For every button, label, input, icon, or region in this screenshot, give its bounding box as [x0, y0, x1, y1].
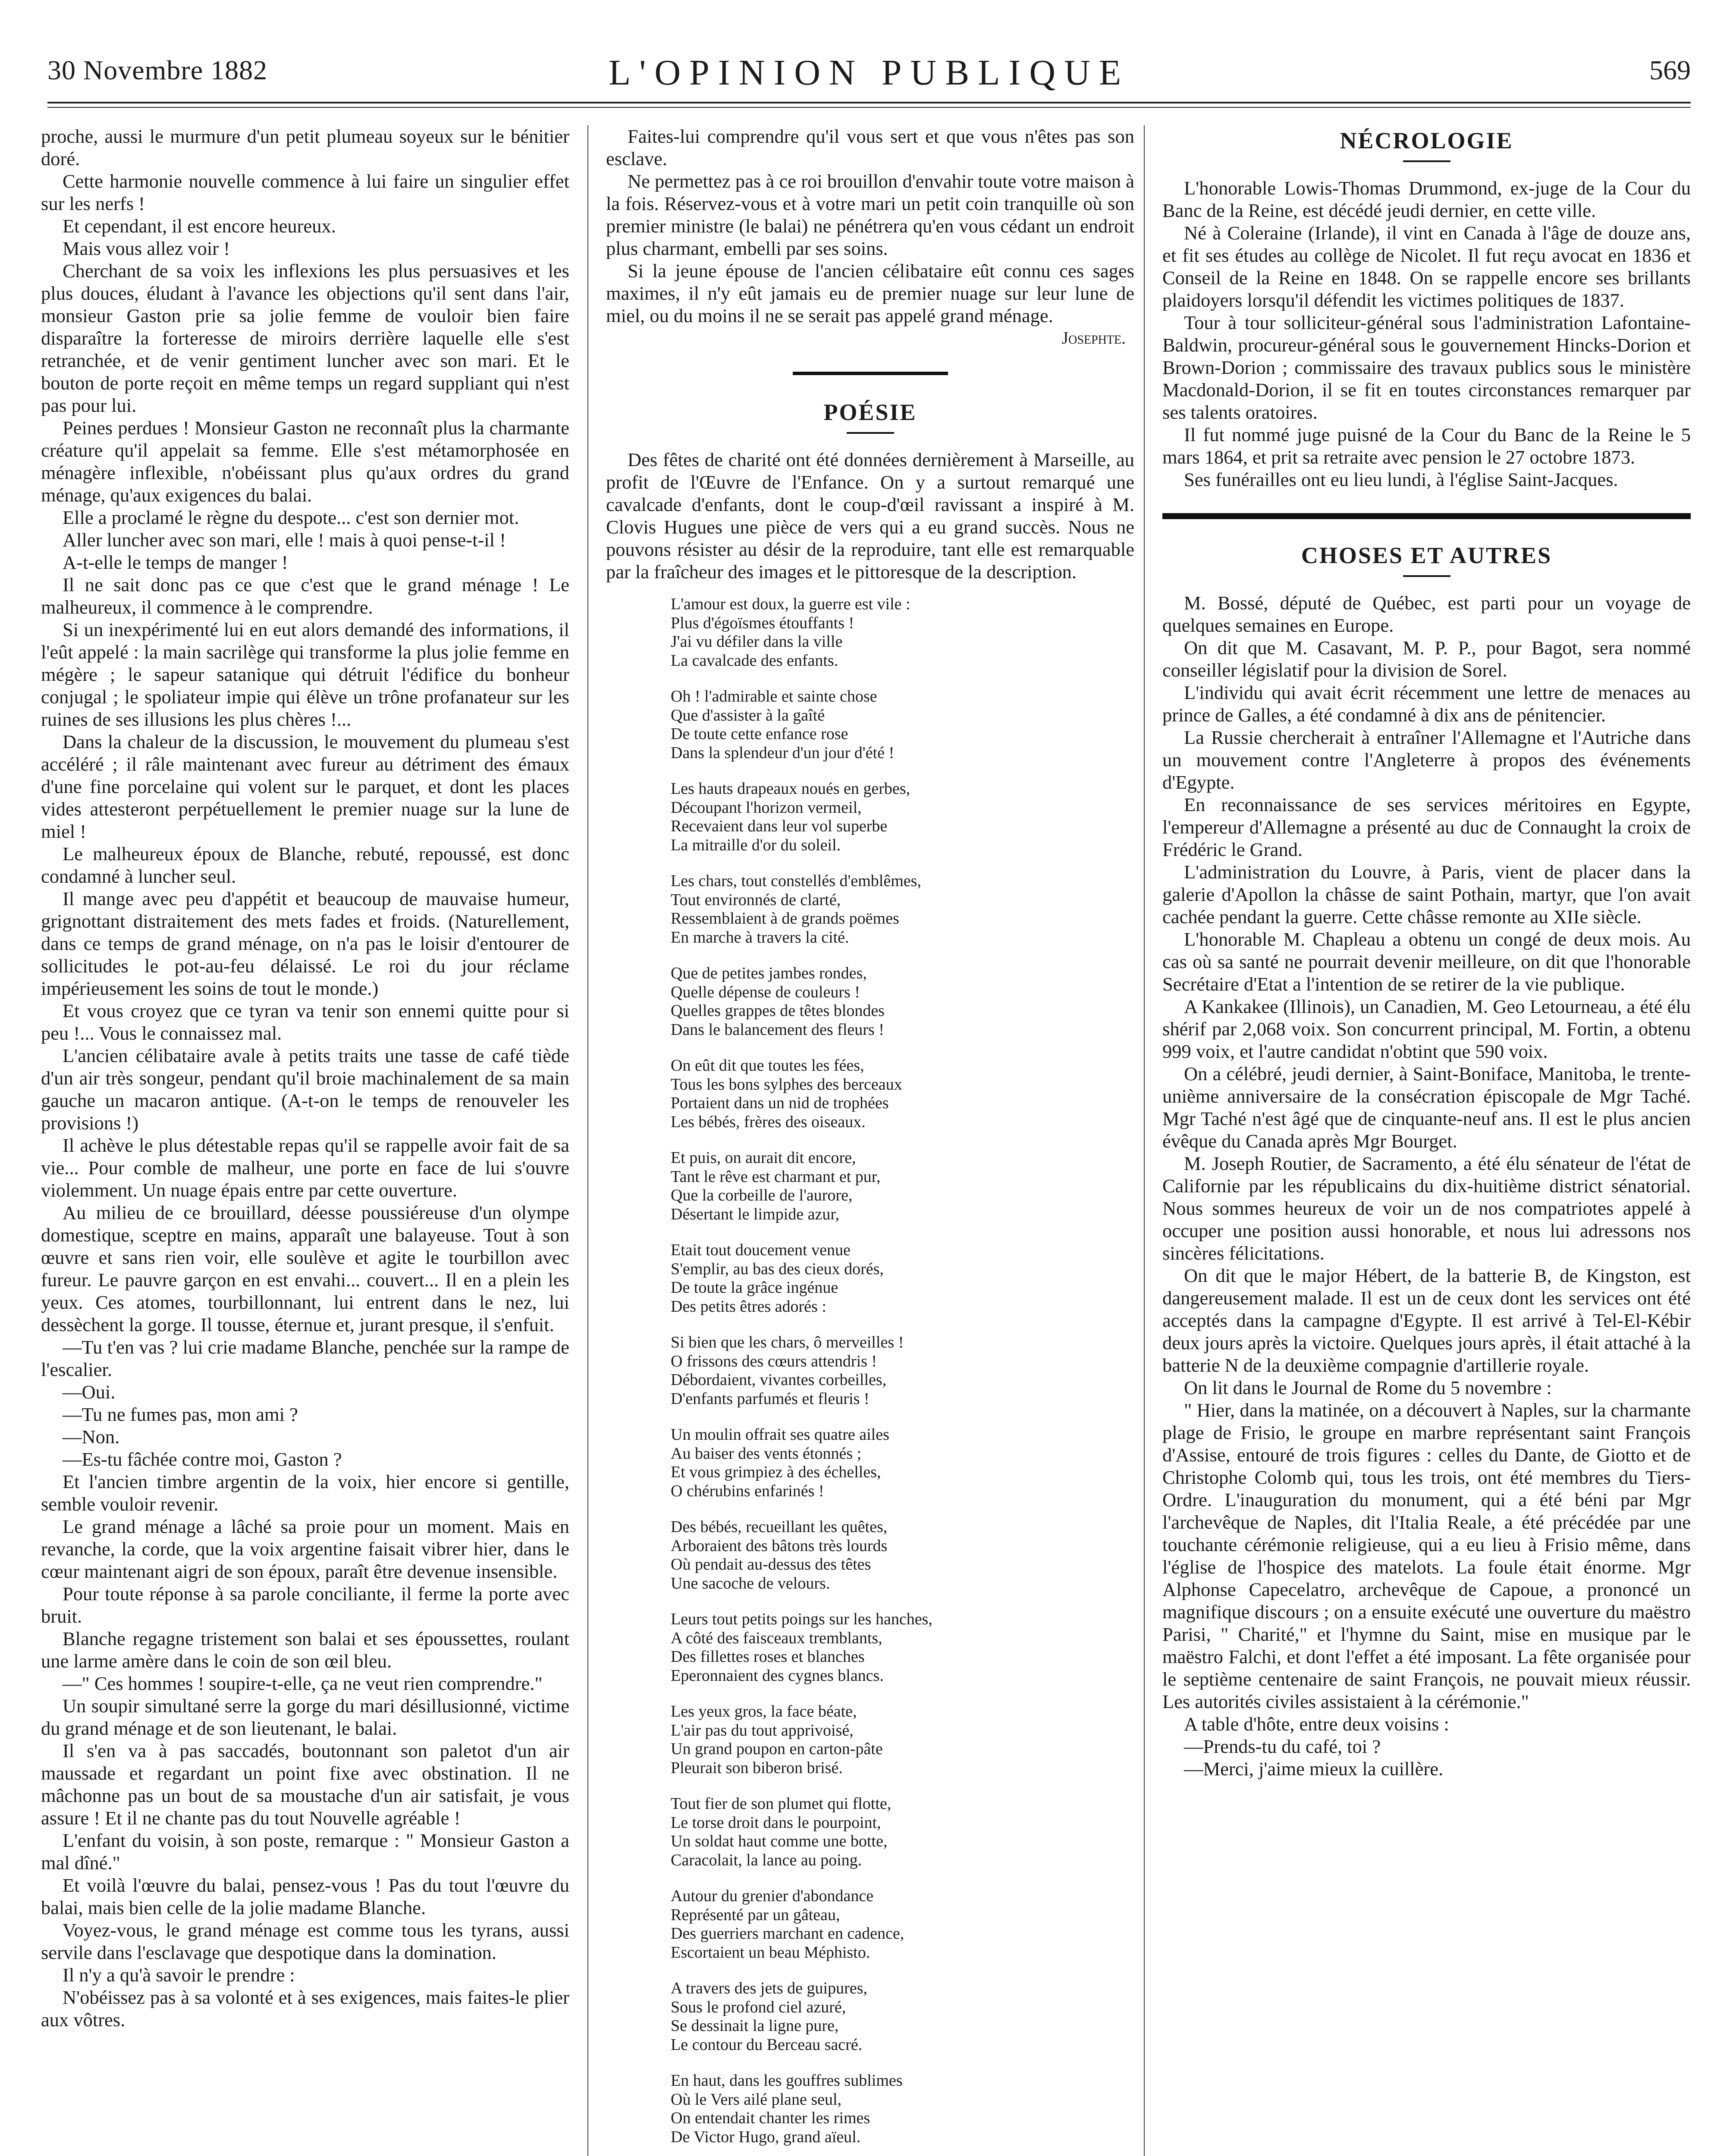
necrologie-paragraph: L'honorable Lowis-Thomas Drummond, ex-juge de la Cour du Banc de la Reine, est décédé jeudi dernier, en cette ville. [1162, 177, 1691, 221]
poem-stanza [671, 1887, 1134, 1962]
poem-line: Que de petites jambes rondes, [671, 964, 867, 982]
poem-stanza [671, 1795, 1134, 1870]
poem-line: Portaient dans un nid de trophées [671, 1094, 889, 1112]
article-paragraph: A-t-elle le temps de manger ! [63, 552, 288, 573]
news-item: On dit que M. Casavant, M. P. P., pour Bagot, sera nommé conseiller législatif pour la division de Sorel. [1162, 637, 1691, 681]
article-paragraph: Voyez-vous, le grand ménage est comme tous les tyrans, aussi servile dans l'esclavage que despotique dans la domination. [41, 1919, 569, 1963]
article-paragraph: —Oui. [63, 1381, 116, 1403]
poesie-heading: POÉSIE [823, 399, 917, 425]
poem-stanza [671, 1241, 1134, 1316]
poem-stanza [671, 780, 1134, 855]
poem-line: L'amour est doux, la guerre est vile : [671, 595, 910, 613]
poem-stanza [671, 1426, 1134, 1501]
poem-stanza [671, 964, 1134, 1039]
article-paragraph: Blanche regagne tristement son balai et ses époussettes, roulant une larme amère dans le coin de son œil bleu. [41, 1628, 569, 1672]
poem-line: Au baiser des vents étonnés ; [671, 1444, 862, 1463]
column-3 [1162, 125, 1691, 2156]
article-paragraph: Le grand ménage a lâché sa proie pour un moment. Mais en revanche, la corde, que la voix argentine faisait vibrer hier, dans le cœur maintenant aigri de son époux, paraît être devenue insensible. [41, 1516, 569, 1582]
article-paragraph: Il achève le plus détestable repas qu'il se rappelle avoir fait de sa vie... Pour comble de malheur, une porte en face de lui s'ouvre violemment. Un nuage épais entre par cette ouverture. [41, 1134, 569, 1201]
news-item: M. Bossé, député de Québec, est parti pour un voyage de quelques semaines en Europe. [1162, 592, 1691, 636]
poem-line: Dans la splendeur d'un jour d'été ! [671, 743, 895, 762]
poem-line: On eût dit que toutes les fées, [671, 1056, 864, 1075]
poem-line: Désertant le limpide azur, [671, 1205, 839, 1223]
heading-dash [1403, 575, 1450, 577]
poem-line: Des fillettes roses et blanches [671, 1648, 865, 1666]
poem-line: Les yeux gros, la face béate, [671, 1702, 857, 1720]
poem-line: De toute la grâce ingénue [671, 1279, 838, 1297]
poem-line: Des guerriers marchant en cadence, [671, 1924, 904, 1943]
poem-line: Le contour du Berceau sacré. [671, 2035, 863, 2054]
poem-stanza [671, 1518, 1134, 1593]
anecdote-line: —Merci, j'aime mieux la cuillère. [1184, 1758, 1444, 1780]
article-paragraph: Faites-lui comprendre qu'il vous sert et que vous n'êtes pas son esclave. [606, 125, 1134, 169]
poem-line: La cavalcade des enfants. [671, 651, 838, 670]
poem-line: Dans le balancement des fleurs ! [671, 1020, 884, 1039]
poem-line: Tant le rêve est charmant et pur, [671, 1167, 881, 1186]
poem-line: Quelles grappes de têtes blondes [671, 1002, 885, 1020]
poem-line: En haut, dans les gouffres sublimes [671, 2071, 903, 2090]
article-paragraph: —Non. [63, 1426, 120, 1448]
poem-line: Si bien que les chars, ô merveilles ! [671, 1333, 904, 1351]
necrologie-paragraph: Né à Coleraine (Irlande), il vint en Canada à l'âge de douze ans, et fit ses études au collège de Nicolet. Il fut reçu avocat en 1836 et Conseil de la Reine en 1848. On se rappelle encore ses brillants plaidoyers lorsqu'il défendit les victimes politiques de 1837. [1162, 222, 1691, 311]
poem-line: Eperonnaient des cygnes blancs. [671, 1666, 884, 1685]
article-paragraph: Mais vous allez voir ! [63, 238, 230, 259]
column-divider [587, 125, 588, 2156]
rome-intro: On lit dans le Journal de Rome du 5 novembre : [1184, 1377, 1552, 1398]
article-paragraph: Un soupir simultané serre la gorge du mari désillusionné, victime du grand ménage et de son lieutenant, le balai. [41, 1695, 569, 1739]
poem-stanza [671, 687, 1134, 762]
poem-line: Autour du grenier d'abondance [671, 1887, 874, 1905]
poem-line: Tout fier de son plumet qui flotte, [671, 1795, 892, 1813]
necrologie-section [1162, 177, 1691, 491]
article-paragraph: —Es-tu fâchée contre moi, Gaston ? [63, 1448, 342, 1470]
article-paragraph: Si la jeune épouse de l'ancien célibataire eût connu ces sages maximes, il n'y eût jamais eu de premier nuage sur leur lune de miel, ou du moins il ne se serait pas appelé grand ménage. [606, 260, 1134, 326]
poem-line: S'emplir, au bas des cieux dorés, [671, 1260, 884, 1278]
poem-line: Un soldat haut comme une botte, [671, 1832, 888, 1850]
poem-line: De Victor Hugo, grand aïeul. [671, 2128, 861, 2146]
poem-line: A travers des jets de guipures, [671, 1979, 867, 1997]
article-paragraph: L'ancien célibataire avale à petits traits une tasse de café tiède d'un air très songeur, pendant qu'il broie machinalement de sa main gauche un macaron antique. (A-t-on le temps de renouveler les provisions !) [41, 1045, 569, 1134]
poem-line: Débordaient, vivantes corbeilles, [671, 1371, 887, 1389]
necrologie-paragraph: Il fut nommé juge puisné de la Cour du Banc de la Reine le 5 mars 1864, et prit sa retraite avec pension le 27 octobre 1873. [1162, 424, 1691, 468]
poem-line: Les chars, tout constellés d'emblêmes, [671, 872, 921, 890]
section-separator [1162, 513, 1691, 519]
article-paragraph: Pour toute réponse à sa parole conciliante, il ferme la porte avec bruit. [41, 1583, 569, 1627]
poem-line: J'ai vu défiler dans la ville [671, 633, 843, 651]
poesie-intro: Des fêtes de charité ont été données dernièrement à Marseille, au profit de l'Œuvre de l'Enfance. On y a surtout remarqué une cavalcade d'enfants, dont le coup-d'œil ravissant a inspiré à M. Clovis Hugues une pièce de vers qui a eu grand succès. Nous ne pouvons résister au désir de la reproduire, tant elle est remarquable par la fraîcheur des images et le pittoresque de la description. [606, 449, 1134, 583]
poem-line: Recevaient dans leur vol superbe [671, 817, 888, 835]
necrologie-heading: NÉCROLOGIE [1340, 128, 1513, 154]
column-1-article [41, 125, 569, 2156]
poem [671, 595, 1134, 2156]
newspaper-title: L'OPINION PUBLIQUE [608, 53, 1130, 93]
poem-line: Escortaient un beau Méphisto. [671, 1943, 870, 1962]
article-paragraph: —" Ces hommes ! soupire-t-elle, ça ne veut rien comprendre." [63, 1673, 543, 1694]
poem-line: Où le Vers ailé plane seul, [671, 2090, 842, 2109]
poem-line: On entendait chanter les rimes [671, 2109, 870, 2127]
poem-line: A côté des faisceaux tremblants, [671, 1629, 882, 1647]
article-paragraph: Il mange avec peu d'appétit et beaucoup de mauvaise humeur, grignottant distraitement des mets fades et froids. (Naturellement, dans ce temps de grand ménage, on n'a pas le loisir d'entourer de sollicitudes le pot-au-feu délaissé. Le roi du jour réclame impérieusement les soins de tout le monde.) [41, 888, 569, 999]
heading-dash [1403, 160, 1450, 162]
article-paragraph: Dans la chaleur de la discussion, le mouvement du plumeau s'est accéléré ; il râle maintenant avec fureur au détriment des émaux d'une fine porcelaine qui volent sur le parquet, et dont les places vides attesteront perpétuellement le premier nuage sur la lune de miel ! [41, 731, 569, 842]
article-paragraph: Cette harmonie nouvelle commence à lui faire un singulier effet sur les nerfs ! [41, 170, 569, 214]
poem-line: Un grand poupon en carton-pâte [671, 1740, 883, 1758]
poem-line: Leurs tout petits poings sur les hanches, [671, 1610, 932, 1628]
news-item: On a célébré, jeudi dernier, à Saint-Boniface, Manitoba, le trente-unième anniversaire de la consécration épiscopale de Mgr Taché. Mgr Taché n'est âgé que de cinquante-neuf ans. Il est le plus ancien évêque du Canada après Mgr Bourget. [1162, 1063, 1691, 1152]
anecdote-line: —Prends-tu du café, toi ? [1184, 1736, 1381, 1757]
poem-stanza [671, 2071, 1134, 2147]
news-item: L'administration du Louvre, à Paris, vient de placer dans la galerie d'Apollon la châsse de saint Pothain, martyr, que l'on avait cachée pendant la guerre. Cette châsse remonte au XIIe siècle. [1162, 861, 1691, 928]
article-paragraph: Au milieu de ce brouillard, déesse poussiéreuse d'un olympe domestique, sceptre en mains, apparaît une balayeuse. Tout à son œuvre et sans rien voir, elle soulève et agite le tourbillon avec fureur. Le pauvre garçon en est envahi... couvert... Il en a plein les yeux. Ces atomes, tourbillonnant, lui entrent dans le nez, lui dessèchent la gorge. Il tousse, éternue et, jurant presque, il s'enfuit. [41, 1202, 569, 1335]
poem-line: Pleurait son biberon brisé. [671, 1758, 843, 1777]
section-separator [793, 372, 948, 375]
anecdote-line: A table d'hôte, entre deux voisins : [1184, 1713, 1449, 1735]
poem-line: Etait tout doucement venue [671, 1241, 851, 1259]
article-paragraph: Il ne sait donc pas ce que c'est que le grand ménage ! Le malheureux, il commence à le comprendre. [41, 574, 569, 618]
article-signature: Josephte. [1061, 328, 1126, 348]
poem-line: O chérubins enfarinés ! [671, 1482, 824, 1500]
article-paragraph: Peines perdues ! Monsieur Gaston ne reconnaît plus la charmante créature qu'il appelait sa femme. Elle s'est métamorphosée en ménagère inflexible, n'obéissant plus qu'aux ordres du grand ménage, qu'aux exigences du balai. [41, 417, 569, 506]
news-item: L'individu qui avait écrit récemment une lettre de menaces au prince de Galles, a été condamné à dix ans de pénitencier. [1162, 682, 1691, 726]
poem-line: Représenté par un gâteau, [671, 1905, 840, 1924]
article-paragraph: Ne permettez pas à ce roi brouillon d'envahir toute votre maison à la fois. Réservez-vous et à votre mari un petit coin tranquille où son premier ministre (le balai) ne pénétrera qu'en vous cédant un endroit plus charmant, embelli par ses soins. [606, 170, 1134, 259]
poem-stanza [671, 1056, 1134, 1131]
poem-line: Caracolait, la lance au poing. [671, 1851, 862, 1869]
poem-stanza [671, 595, 1134, 670]
news-item: L'honorable M. Chapleau a obtenu un congé de deux mois. Au cas où sa santé ne pourrait devenir meilleure, on dit que l'honorable Secrétaire d'Etat a l'intention de se retirer de la vie publique. [1162, 928, 1691, 995]
poem-line: Où pendait au-dessus des têtes [671, 1555, 871, 1573]
article-paragraph: proche, aussi le murmure d'un petit plumeau soyeux sur le bénitier doré. [41, 125, 569, 169]
poem-line: Des bébés, recueillant les quêtes, [671, 1518, 888, 1536]
heading-dash [847, 432, 894, 434]
news-items [1162, 592, 1691, 1376]
poem-stanza [671, 1702, 1134, 1777]
page-header [47, 52, 1691, 112]
poem-line: Arboraient des bâtons très lourds [671, 1536, 888, 1555]
article-continuation [606, 125, 1134, 327]
news-item: On dit que le major Hébert, de la batterie B, de Kingston, est dangereusement malade. Il est un de ceux dont les services ont été acceptés dans la campagne d'Egypte. Il est arrivé à Tel-El-Kébir deux jours après la victoire. Quelques jours après, il était attaché à la batterie N de la deuxième compagnie d'artillerie royale. [1162, 1265, 1691, 1376]
article-paragraph: —Tu t'en vas ? lui crie madame Blanche, penchée sur la rampe de l'escalier. [41, 1336, 569, 1380]
poem-line: Que la corbeille de l'aurore, [671, 1186, 853, 1204]
poem-line: De toute cette enfance rose [671, 725, 848, 743]
poem-line: O frissons des cœurs attendris ! [671, 1352, 877, 1370]
poem-line: Que d'assister à la gaîté [671, 706, 825, 724]
poem-line: L'air pas du tout apprivoisé, [671, 1721, 854, 1739]
poem-line: Sous le profond ciel azuré, [671, 1998, 846, 2016]
article-paragraph: Et l'ancien timbre argentin de la voix, hier encore si gentille, semble vouloir revenir. [41, 1471, 569, 1515]
article-paragraph: Et vous croyez que ce tyran va tenir son ennemi quitte pour si peu !... Vous le connaissez mal. [41, 1000, 569, 1044]
header-rule-thick [47, 102, 1691, 103]
poem-stanza [671, 1979, 1134, 2054]
poem-stanza [671, 1610, 1134, 1685]
poem-line: Tout environnés de clarté, [671, 890, 841, 909]
header-date: 30 Novembre 1882 [47, 55, 268, 85]
article-paragraph: L'enfant du voisin, à son poste, remarque : " Monsieur Gaston a mal dîné." [41, 1830, 569, 1874]
poem-line: Se dessinait la ligne pure, [671, 2017, 839, 2035]
article-paragraph: Cherchant de sa voix les inflexions les plus persuasives et les plus douces, éludant à l'avance les objections qu'il sent dans l'air, monsieur Gaston prie sa jolie femme de vouloir bien faire disparaître la forteresse de miroirs derrière laquelle elle s'est retranchée, et de venir gentiment luncher avec son mari. Et le bouton de porte reçoit en même temps un regard suppliant qui n'est pas pour lui. [41, 260, 569, 416]
article-paragraph: N'obéissez pas à sa volonté et à ses exigences, mais faites-le plier aux vôtres. [41, 1987, 569, 2031]
news-item: M. Joseph Routier, de Sacramento, a été élu sénateur de l'état de Californie par les républicains du dix-huitième district sénatorial. Nous sommes heureux de voir un de nos compatriotes appelé à occuper une position aussi honorable, et nous lui adressons nos sincères félicitations. [1162, 1153, 1691, 1264]
news-item: La Russie chercherait à entraîner l'Allemagne et l'Autriche dans un mouvement contre l'Angleterre à propos des événements d'Egypte. [1162, 727, 1691, 793]
poem-line: Oh ! l'admirable et sainte chose [671, 687, 877, 705]
poem-line: Le torse droit dans le pourpoint, [671, 1813, 881, 1832]
poem-stanza [671, 1149, 1134, 1224]
poem-line: Plus d'égoïsmes étouffants ! [671, 614, 854, 632]
article-paragraph: —Tu ne fumes pas, mon ami ? [63, 1404, 298, 1425]
poem-stanza [671, 872, 1134, 947]
article-paragraph: Il n'y a qu'à savoir le prendre : [63, 1964, 295, 1986]
poem-line: Les bébés, frères des oiseaux. [671, 1112, 866, 1131]
news-item: A Kankakee (Illinois), un Canadien, M. Geo Letourneau, a été élu shérif par 2,068 voix. Son concurrent principal, M. Fortin, a obtenu 999 voix, et l'autre candidat n'obtint que 590 voix. [1162, 996, 1691, 1062]
article-paragraph: Et cependant, il est encore heureux. [63, 215, 336, 237]
poem-line: La mitraille d'or du soleil. [671, 836, 841, 854]
article-paragraph: Aller luncher avec son mari, elle ! mais à quoi pense-t-il ! [63, 529, 506, 551]
poem-line: Quelle dépense de couleurs ! [671, 983, 860, 1001]
poem-line: Des petits êtres adorés : [671, 1297, 826, 1316]
poem-line: Et vous grimpiez à des échelles, [671, 1463, 881, 1481]
anecdote [1162, 1713, 1691, 1780]
poem-line: Découpant l'horizon vermeil, [671, 798, 862, 817]
article-paragraph: Et voilà l'œuvre du balai, pensez-vous ! Pas du tout l'œuvre du balai, mais bien celle de la jolie madame Blanche. [41, 1874, 569, 1918]
poem-line: En marche à travers la cité. [671, 928, 849, 946]
poem-line: Et puis, on aurait dit encore, [671, 1149, 856, 1167]
poem-line: Un moulin offrait ses quatre ailes [671, 1426, 889, 1444]
necrologie-paragraph: Ses funérailles ont eu lieu lundi, à l'église Saint-Jacques. [1184, 469, 1618, 490]
article-paragraph: Le malheureux époux de Blanche, rebuté, repoussé, est donc condamné à luncher seul. [41, 843, 569, 887]
column-divider [1144, 125, 1145, 2156]
poem-line: Ressemblaient à de grands poëmes [671, 909, 899, 928]
poem-line: D'enfants parfumés et fleuris ! [671, 1389, 870, 1408]
article-paragraph: Elle a proclamé le règne du despote... c'est son dernier mot. [63, 507, 519, 528]
poem-stanza [671, 1333, 1134, 1408]
page-number: 569 [1649, 55, 1691, 85]
header-rule-thin [47, 107, 1691, 108]
choses-et-autres-heading: CHOSES ET AUTRES [1301, 542, 1552, 568]
poem-line: Tous les bons sylphes des berceaux [671, 1075, 902, 1094]
poem-line: Les hauts drapeaux noués en gerbes, [671, 780, 910, 798]
column-2 [606, 125, 1134, 2156]
article-paragraph: Si un inexpérimenté lui en eut alors demandé des informations, il l'eût appelé : la main sacrilège qui transforme la plus jolie femme en mégère ; le sapeur satanique qui détruit l'édifice du bonheur conjugal ; le spoliateur impie qui élève un trône profanateur sur les ruines de ses illusions les plus chères !... [41, 619, 569, 730]
rome-quote: " Hier, dans la matinée, on a découvert à Naples, sur la charmante plage de Frisio, le groupe en marbre représentant saint François d'Assise, entouré de trois figures : celles du Dante, de Giotto et de Christophe Colomb qui, tous les trois, ont été membres du Tiers-Ordre. L'inauguration du monument, qui a été béni par Mgr l'archevêque de Naples, dit l'Italia Reale, a été précédée par une touchante cérémonie religieuse, qui a eu lieu à Frisio même, dans l'église de l'hospice des matelots. La foule était énorme. Mgr Alphonse Capecelatro, archevêque de Capoue, a prononcé un magnifique discours ; on a ensuite exécuté une ouverture du maëstro Parisi, " Charité," et l'hymne du Saint, mise en musique par le maëstro Falchi, et dont l'effet a été imposant. La fête organisée pour le septième centenaire de saint François, ne pouvait mieux réussir. Les autorités civiles assistaient à la cérémonie." [1162, 1399, 1691, 1712]
news-item: En reconnaissance de ses services méritoires en Egypte, l'empereur d'Allemagne a présenté au duc de Connaught la croix de Frédéric le Grand. [1162, 794, 1691, 860]
article-paragraph: Il s'en va à pas saccadés, boutonnant son paletot d'un air maussade et regardant un point fixe avec obstination. Il ne mâchonne pas un bout de sa moustache d'un air satisfait, je vous assure ! Et il ne chante pas du tout Nouvelle agréable ! [41, 1740, 569, 1829]
necrologie-paragraph: Tour à tour solliciteur-général sous l'administration Lafontaine-Baldwin, procureur-général sous le gouvernement Hincks-Dorion et Brown-Dorion ; commissaire des travaux publics sous le ministère Macdonald-Dorion, il se fit en toutes circonstances remarquer par ses talents oratoires. [1162, 312, 1691, 423]
poem-line: Une sacoche de velours. [671, 1574, 830, 1592]
